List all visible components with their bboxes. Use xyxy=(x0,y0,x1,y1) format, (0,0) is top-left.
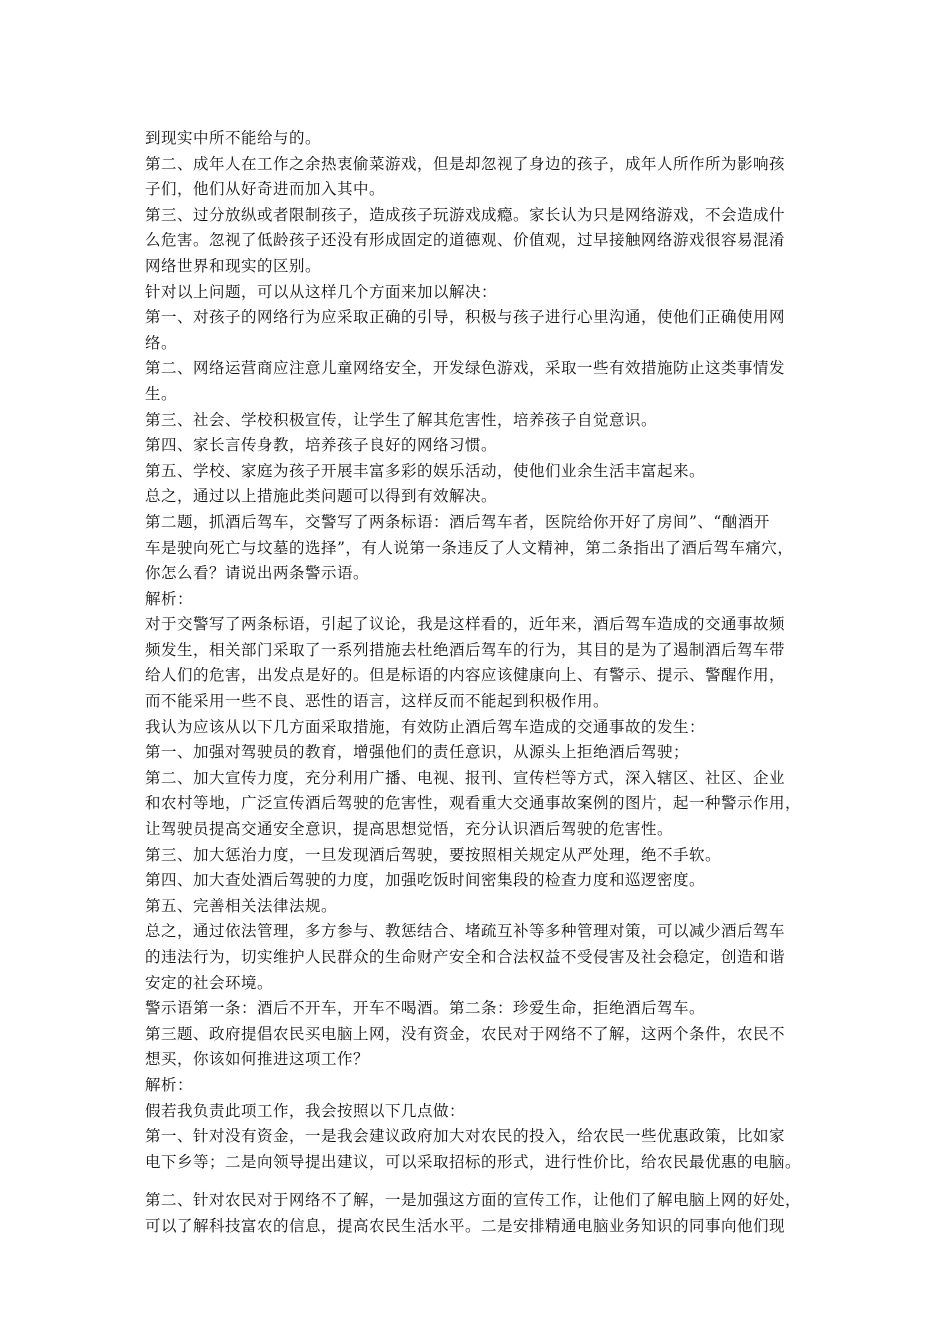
text-line: 总之，通过依法管理，多方参与、教惩结合、堵疏互补等多种管理对策，可以减少酒后驾车 xyxy=(145,922,786,941)
text-line: 第三、社会、学校积极宣传，让学生了解其危害性，培养孩子自觉意识。 xyxy=(145,410,658,429)
text-line: 电下乡等；二是向领导提出建议，可以采取招标的形式，进行性价比，给农民最优惠的电脑。 xyxy=(145,1152,802,1171)
text-line: 想买，你该如何推进这项工作？ xyxy=(145,1050,370,1069)
paragraph-9 xyxy=(145,459,825,485)
paragraph-6 xyxy=(145,356,825,407)
paragraph-1 xyxy=(145,126,825,152)
text-line: 总之，通过以上措施此类问题可以得到有效解决。 xyxy=(145,487,498,506)
paragraph-2 xyxy=(145,152,825,203)
paragraph-8 xyxy=(145,433,825,459)
paragraph-21 xyxy=(145,996,825,1022)
text-line: 给人们的危害，出发点是好的。但是标语的内容应该健康向上、有警示、提示、警醒作用， xyxy=(145,666,786,685)
paragraph-17 xyxy=(145,843,825,869)
text-line: 我认为应该从以下几方面采取措施，有效防止酒后驾车造成的交通事故的发生： xyxy=(145,717,706,736)
text-line: 络。 xyxy=(145,333,178,352)
text-line: 解析： xyxy=(145,589,194,608)
text-line: 第三题、政府提倡农民买电脑上网，没有资金，农民对于网络不了解，这两个条件，农民不 xyxy=(145,1024,786,1043)
text-line: 子们，他们从好奇进而加入其中。 xyxy=(145,180,386,199)
paragraph-20 xyxy=(145,919,825,996)
text-line: 你怎么看？请说出两条警示语。 xyxy=(145,564,370,583)
paragraph-14 xyxy=(145,715,825,741)
paragraph-22 xyxy=(145,1022,825,1073)
text-line: 假若我负责此项工作，我会按照以下几点做： xyxy=(145,1101,466,1120)
text-line: 第五、完善相关法律法规。 xyxy=(145,896,338,915)
text-line: 第二、针对农民对于网络不了解，一是加强这方面的宣传工作，让他们了解电脑上网的好处， xyxy=(145,1191,802,1210)
paragraph-16 xyxy=(145,766,825,843)
paragraph-25 xyxy=(145,1124,825,1175)
paragraph-13 xyxy=(145,612,825,714)
paragraph-24 xyxy=(145,1099,825,1125)
text-line: 第二、成年人在工作之余热衷偷菜游戏，但是却忽视了身边的孩子，成年人所作所为影响孩 xyxy=(145,154,786,173)
text-line: 第三、加大惩治力度，一旦发现酒后驾驶，要按照相关规定从严处理，绝不手软。 xyxy=(145,845,722,864)
paragraph-4 xyxy=(145,280,825,306)
document-page xyxy=(145,126,825,1240)
text-line: 让驾驶员提高交通安全意识，提高思想觉悟，充分认识酒后驾驶的危害性。 xyxy=(145,820,674,839)
paragraph-15 xyxy=(145,740,825,766)
text-line: 对于交警写了两条标语，引起了议论，我是这样看的，近年来，酒后驾车造成的交通事故频 xyxy=(145,615,786,634)
paragraph-26 xyxy=(145,1188,825,1239)
text-line: 第一、对孩子的网络行为应采取正确的引导，积极与孩子进行心里沟通，使他们正确使用网 xyxy=(145,308,786,327)
text-line: 第五、学校、家庭为孩子开展丰富多彩的娱乐活动，使他们业余生活丰富起来。 xyxy=(145,461,706,480)
text-line: 可以了解科技富农的信息，提高农民生活水平。二是安排精通电脑业务知识的同事向他们现 xyxy=(145,1216,786,1235)
paragraph-3 xyxy=(145,203,825,280)
paragraph-18 xyxy=(145,868,825,894)
paragraph-11 xyxy=(145,510,825,587)
text-line: 网络世界和现实的区别。 xyxy=(145,256,322,275)
paragraph-12 xyxy=(145,587,825,613)
paragraph-7 xyxy=(145,408,825,434)
text-line: 第四、加大查处酒后驾驶的力度，加强吃饭时间密集段的检查力度和巡逻密度。 xyxy=(145,871,706,890)
paragraph-10 xyxy=(145,484,825,510)
text-line: 第二题，抓酒后驾车，交警写了两条标语：酒后驾车者，医院给你开好了房间”、“酗酒开 xyxy=(145,512,770,531)
text-line: 生。 xyxy=(145,384,178,403)
text-line: 的违法行为，切实维护人民群众的生命财产安全和合法权益不受侵害及社会稳定，创造和谐 xyxy=(145,948,786,966)
text-line: 第三、过分放纵或者限制孩子，造成孩子玩游戏成瘾。家长认为只是网络游戏，不会造成什 xyxy=(145,205,786,224)
paragraph-5 xyxy=(145,305,825,356)
text-line: 解析： xyxy=(145,1075,194,1094)
paragraph-23 xyxy=(145,1073,825,1099)
text-line: 第一、针对没有资金，一是我会建议政府加大对农民的投入，给农民一些优惠政策，比如家 xyxy=(145,1127,786,1146)
text-line: 针对以上问题，可以从这样几个方面来加以解决： xyxy=(145,282,498,301)
text-line: 么危害。忽视了低龄孩子还没有形成固定的道德观、价值观，过早接触网络游戏很容易混淆 xyxy=(145,231,786,250)
text-line: 到现实中所不能给与的。 xyxy=(145,129,322,147)
text-line: 车是驶向死亡与坟墓的选择”，有人说第一条违反了人文精神，第二条指出了酒后驾车痛穴， xyxy=(145,538,794,557)
text-line: 第四、家长言传身教，培养孩子良好的网络习惯。 xyxy=(145,436,498,455)
paragraph-19 xyxy=(145,894,825,920)
text-line: 安定的社会环境。 xyxy=(145,973,274,992)
text-line: 和农村等地，广泛宣传酒后驾驶的危害性，观看重大交通事故案例的图片，起一种警示作用， xyxy=(145,794,802,813)
text-line: 频发生，相关部门采取了一系列措施去杜绝酒后驾车的行为，其目的是为了遏制酒后驾车带 xyxy=(145,640,786,659)
paragraph-spacer xyxy=(145,1175,825,1188)
text-line: 第一、加强对驾驶员的教育，增强他们的责任意识，从源头上拒绝酒后驾驶； xyxy=(145,743,690,762)
text-line: 警示语第一条：酒后不开车，开车不喝酒。第二条：珍爱生命，拒绝酒后驾车。 xyxy=(145,999,706,1018)
text-line: 第二、加大宣传力度，充分利用广播、电视、报刊、宣传栏等方式，深入辖区、社区、企业 xyxy=(145,768,786,787)
text-line: 第二、网络运营商应注意儿童网络安全，开发绿色游戏，采取一些有效措施防止这类事情发 xyxy=(145,359,786,378)
text-line: 而不能采用一些不良、恶性的语言，这样反而不能起到积极作用。 xyxy=(145,692,610,711)
